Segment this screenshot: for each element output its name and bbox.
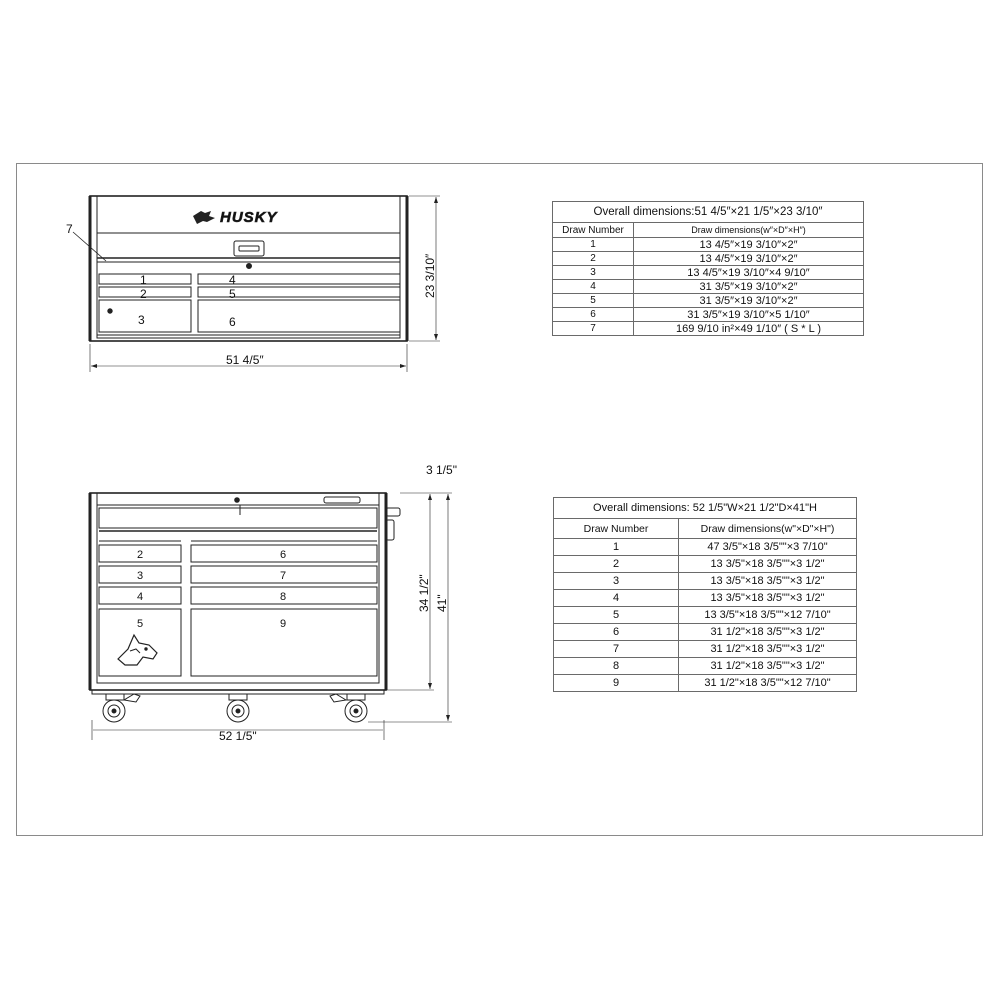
- drawer-dimensions-cell: 47 3/5"×18 3/5""×3 7/10": [679, 539, 857, 556]
- caster-wheel: [227, 694, 249, 722]
- cabinet-drawer-label: 2: [137, 549, 144, 561]
- drawer-number-cell: 8: [554, 658, 679, 675]
- cabinet-drawer-label: 8: [280, 591, 287, 603]
- drawer-number-cell: 2: [554, 556, 679, 573]
- top-drawer-label: 5: [229, 287, 236, 301]
- drawer-number-cell: 6: [553, 308, 634, 322]
- table-row: [553, 238, 864, 252]
- drawer-dimensions-cell: 13 4/5″×19 3/10″×2″: [634, 252, 864, 266]
- table-row: [554, 675, 857, 692]
- table-row: [553, 252, 864, 266]
- drawer-dimensions-cell: 13 3/5"×18 3/5""×3 1/2": [679, 556, 857, 573]
- drawer-number-cell: 3: [554, 573, 679, 590]
- drawer-number-cell: 2: [553, 252, 634, 266]
- column-header: Draw Number: [553, 223, 634, 238]
- drawer-number-cell: 5: [553, 294, 634, 308]
- drawer-number-cell: 5: [554, 607, 679, 624]
- cabinet-width-dimension: 52 1/5": [219, 729, 257, 743]
- top-width-dimension: 51 4/5″: [226, 353, 264, 367]
- table-row: [554, 573, 857, 590]
- cabinet-drawer-label: 3: [137, 570, 144, 582]
- drawer-dimensions-cell: 13 4/5″×19 3/10″×2″: [634, 238, 864, 252]
- drawer-number-cell: 3: [553, 266, 634, 280]
- table-title: Overall dimensions:51 4/5″×21 1/5″×23 3/10″: [553, 202, 864, 223]
- table-row: [554, 624, 857, 641]
- table-row: [553, 308, 864, 322]
- cabinet-body-height-dimension: 34 1/2": [417, 574, 431, 612]
- drawer-number-cell: 7: [554, 641, 679, 658]
- table-row: [553, 322, 864, 336]
- drawer-dimensions-cell: 31 1/2"×18 3/5""×3 1/2": [679, 641, 857, 658]
- drawer-number-cell: 4: [553, 280, 634, 294]
- husky-logo-text: HUSKY: [220, 209, 278, 226]
- drawer-dimensions-cell: 169 9/10 in²×49 1/10″ ( S * L ): [634, 322, 864, 336]
- drawer-dimensions-cell: 31 1/2"×18 3/5""×3 1/2": [679, 624, 857, 641]
- cabinet-drawer-label: 5: [137, 618, 144, 630]
- column-header: Draw dimensions(w"×D"×H"): [679, 519, 857, 539]
- cabinet-drawer-label: 4: [137, 591, 144, 603]
- cabinet-drawer-label: 6: [280, 549, 287, 561]
- drawer-number-cell: 6: [554, 624, 679, 641]
- table-row: [554, 590, 857, 607]
- caster-wheel: [103, 694, 140, 722]
- column-header: Draw Number: [554, 519, 679, 539]
- table-title: Overall dimensions: 52 1/5"W×21 1/2"D×41"H: [554, 498, 857, 519]
- table-row: [554, 556, 857, 573]
- top-drawer-label: 6: [229, 315, 236, 329]
- drawer-dimensions-cell: 31 1/2"×18 3/5""×3 1/2": [679, 658, 857, 675]
- drawer-number-cell: 7: [553, 322, 634, 336]
- drawer-number-cell: 4: [554, 590, 679, 607]
- drawer-dimensions-cell: 13 3/5"×18 3/5""×12 7/10": [679, 607, 857, 624]
- table-row: [554, 607, 857, 624]
- top-drawer-label: 3: [138, 313, 145, 327]
- drawer-number-cell: 1: [554, 539, 679, 556]
- top-chest-drawing: [73, 196, 440, 372]
- drawer-dimensions-cell: 13 3/5"×18 3/5""×3 1/2": [679, 590, 857, 607]
- top-drawer-label: 4: [229, 273, 236, 287]
- drawer-number-cell: 1: [553, 238, 634, 252]
- drawer-dimensions-cell: 31 1/2"×18 3/5""×12 7/10": [679, 675, 857, 692]
- table-row: [554, 539, 857, 556]
- table-row: [554, 658, 857, 675]
- top-height-dimension: 23 3/10″: [423, 253, 437, 298]
- top-chest-labels: [66, 222, 437, 367]
- table-row: [554, 641, 857, 658]
- drawer-dimensions-cell: 31 3/5″×19 3/10″×2″: [634, 280, 864, 294]
- cabinet-dimensions-table: [553, 497, 857, 692]
- cabinet-drawer-label: 9: [280, 618, 287, 630]
- top-chest-dimensions-table: [552, 201, 864, 336]
- cabinet-drawing: [90, 493, 452, 740]
- husky-wolf-emblem: [118, 635, 157, 665]
- cabinet-drawer-label: 7: [280, 570, 287, 582]
- table-row: [553, 280, 864, 294]
- table-row: [553, 294, 864, 308]
- caster-wheel: [330, 694, 367, 722]
- top-drawer-label: 2: [140, 287, 147, 301]
- drawer-dimensions-cell: 13 4/5″×19 3/10″×4 9/10″: [634, 266, 864, 280]
- column-header: Draw dimensions(w″×D″×H″): [634, 223, 864, 238]
- drawer-dimensions-cell: 31 3/5″×19 3/10″×2″: [634, 294, 864, 308]
- drawer-dimensions-cell: 13 3/5"×18 3/5""×3 1/2": [679, 573, 857, 590]
- cabinet-overall-height-dimension: 41": [435, 594, 449, 612]
- top-drawer-label: 1: [140, 273, 147, 287]
- callout-7-label: 7: [66, 222, 73, 236]
- table-row: [553, 266, 864, 280]
- husky-logo: [193, 209, 279, 226]
- drawer-dimensions-cell: 31 3/5″×19 3/10″×5 1/10″: [634, 308, 864, 322]
- drawer-number-cell: 9: [554, 675, 679, 692]
- cabinet-handle-dimension: 3 1/5": [426, 463, 457, 477]
